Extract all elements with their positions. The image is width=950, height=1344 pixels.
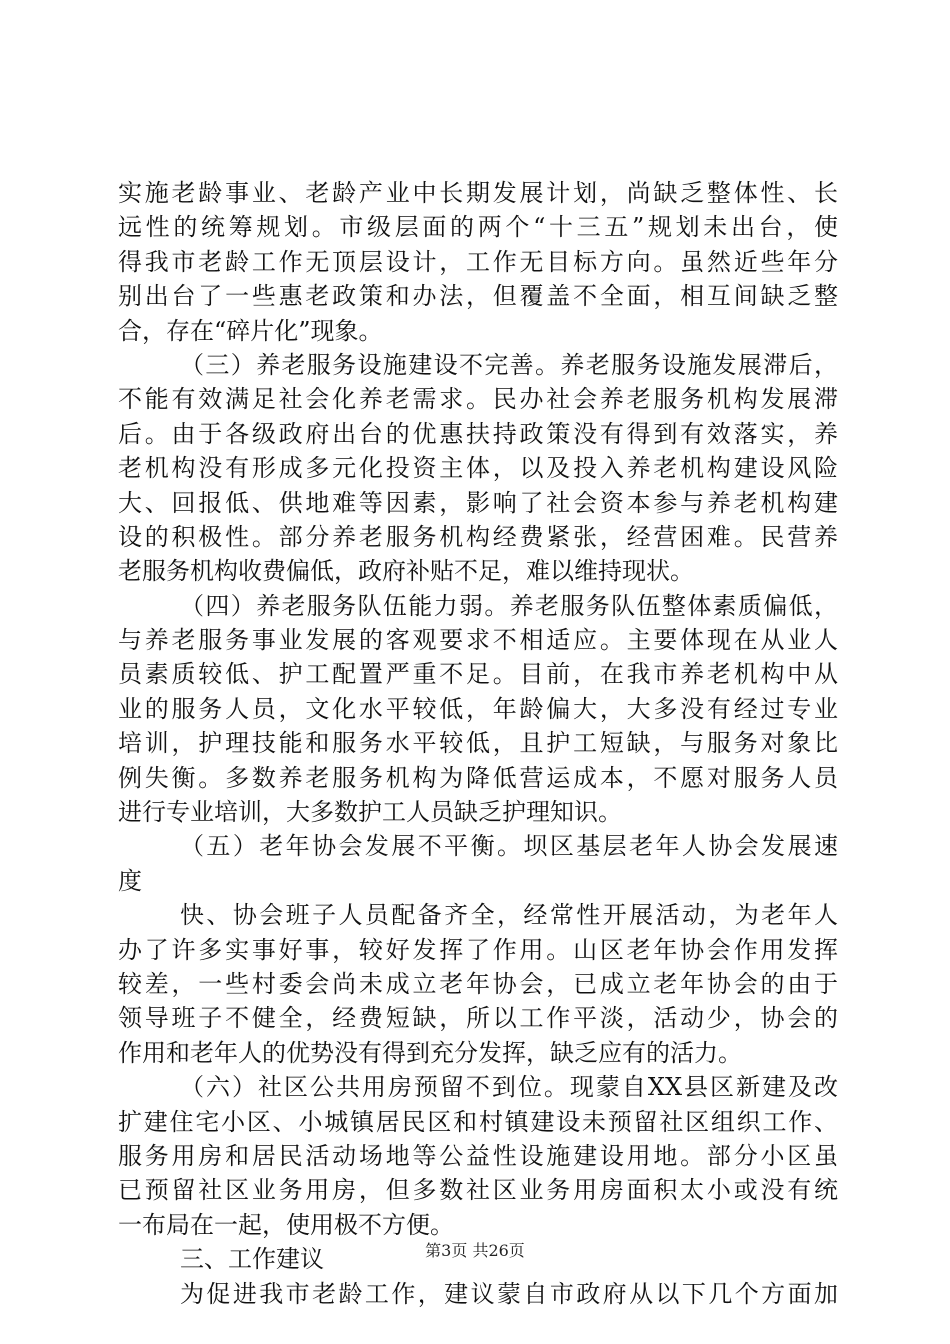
text-line: 服务用房和居民活动场地等公益性设施建设用地。部分小区虽 — [118, 1141, 838, 1170]
text-line: 不能有效满足社会化养老需求。民办社会养老服务机构发展滞 — [118, 385, 838, 414]
text-line: 设的积极性。部分养老服务机构经费紧张，经营困难。民营养 — [118, 522, 838, 551]
text-line: 已预留社区业务用房，但多数社区业务用房面积太小或没有统 — [118, 1176, 838, 1205]
text-line: 较差，一些村委会尚未成立老年协会，已成立老年协会的由于 — [118, 969, 838, 998]
text-line: 进行专业培训，大多数护工人员缺乏护理知识。 — [118, 798, 622, 827]
text-line: 度 — [118, 866, 142, 895]
text-line: 远性的统筹规划。市级层面的两个“十三五”规划未出台，使 — [118, 213, 838, 242]
text-line: 快、协会班子人员配备齐全，经常性开展活动，为老年人 — [180, 901, 838, 930]
text-line: 例失衡。多数养老服务机构为降低营运成本，不愿对服务人员 — [118, 763, 838, 792]
text-line: 三、工作建议 — [180, 1245, 324, 1274]
text-line: 作用和老年人的优势没有得到充分发挥，缺乏应有的活力。 — [118, 1038, 742, 1067]
text-line: 老服务机构收费偏低，政府补贴不足，难以维持现状。 — [118, 557, 694, 586]
text-line: 员素质较低、护工配置严重不足。目前，在我市养老机构中从 — [118, 660, 838, 689]
text-line: 办了许多实事好事，较好发挥了作用。山区老年协会作用发挥 — [118, 935, 838, 964]
page-footer: 第3页 共26页 — [425, 1241, 525, 1260]
text-line: 培训，护理技能和服务水平较低，且护工短缺，与服务对象比 — [118, 729, 838, 758]
text-line: 一布局在一起，使用极不方便。 — [118, 1210, 454, 1239]
text-line: 大、回报低、供地难等因素，影响了社会资本参与养老机构建 — [118, 488, 838, 517]
text-line: 实施老龄事业、老龄产业中长期发展计划，尚缺乏整体性、长 — [118, 179, 838, 207]
document-body — [118, 176, 838, 1311]
text-line: 业的服务人员，文化水平较低，年龄偏大，大多没有经过专业 — [118, 694, 838, 723]
text-line: 老机构没有形成多元化投资主体，以及投入养老机构建设风险 — [118, 454, 838, 483]
text-line: （五）老年协会发展不平衡。坝区基层老年人协会发展速 — [180, 832, 838, 861]
text-line: 与养老服务事业发展的客观要求不相适应。主要体现在从业人 — [118, 626, 838, 655]
text-line: 合，存在“碎片化”现象。 — [118, 316, 383, 345]
text-line: （四）养老服务队伍能力弱。养老服务队伍整体素质偏低， — [180, 591, 838, 620]
text-line: 别出台了一些惠老政策和办法，但覆盖不全面，相互间缺乏整 — [118, 282, 838, 311]
text-line: 后。由于各级政府出台的优惠扶持政策没有得到有效落实，养 — [118, 419, 838, 448]
text-line: 得我市老龄工作无顶层设计，工作无目标方向。虽然近些年分 — [118, 247, 838, 276]
text-line: 扩建住宅小区、小城镇居民区和村镇建设未预留社区组织工作、 — [118, 1107, 838, 1136]
text-line: 领导班子不健全，经费短缺，所以工作平淡，活动少，协会的 — [118, 1004, 838, 1033]
text-line: （三）养老服务设施建设不完善。养老服务设施发展滞后， — [180, 350, 838, 379]
text-line: 为促进我市老龄工作，建议蒙自市政府从以下几个方面加 — [180, 1279, 838, 1308]
text-line: （六）社区公共用房预留不到位。现蒙自XX县区新建及改 — [180, 1073, 838, 1102]
